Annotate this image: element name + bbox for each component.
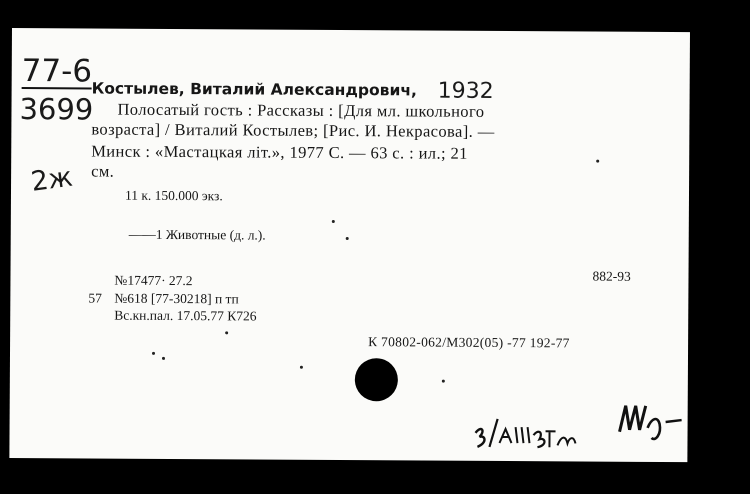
punch-hole	[355, 358, 398, 401]
record-no-1: №17477· 27.2	[114, 272, 193, 289]
title-line-2: возраста] / Виталий Костылев; [Рис. И. Некрасова]. —	[91, 119, 495, 141]
speck	[162, 357, 165, 360]
record-code-right: 882-93	[592, 268, 631, 284]
title-line-3: Минск : «Мастацкая літ.», 1977 С. — 63 с. : ил.; 21	[91, 141, 468, 163]
catalog-card	[9, 28, 690, 462]
record-no-2: №618 [77-30218] п тп	[114, 290, 239, 307]
signature-date	[471, 413, 581, 456]
title-line-4: см.	[91, 161, 115, 181]
speck	[300, 366, 303, 369]
margin-note: 2ж	[29, 161, 75, 198]
speck	[225, 331, 228, 334]
subject-line: ——1 Животные (д. л.).	[128, 226, 266, 243]
speck	[332, 220, 335, 223]
speck	[596, 160, 599, 163]
signature-initials	[613, 394, 685, 446]
speck	[152, 352, 155, 355]
catalog-code: К 70802-062/М302(05) -77 192-77	[368, 334, 570, 351]
price-line: 11 к. 150.000 экз.	[124, 187, 223, 204]
shelfmark-bottom: 3699	[19, 92, 94, 127]
speck	[346, 237, 349, 240]
author-heading: Костылев, Виталий Александрович,	[91, 79, 417, 100]
shelfmark-top: 77-6	[21, 53, 93, 90]
title-line-1: Полосатый гость : Рассказы : [Для мл. школьного	[117, 99, 485, 121]
record-line-3: Вс.кн.пал. 17.05.77 К726	[114, 307, 257, 324]
speck	[442, 380, 445, 383]
author-year: 1932	[437, 78, 494, 104]
record-prefix: 57	[88, 290, 102, 306]
